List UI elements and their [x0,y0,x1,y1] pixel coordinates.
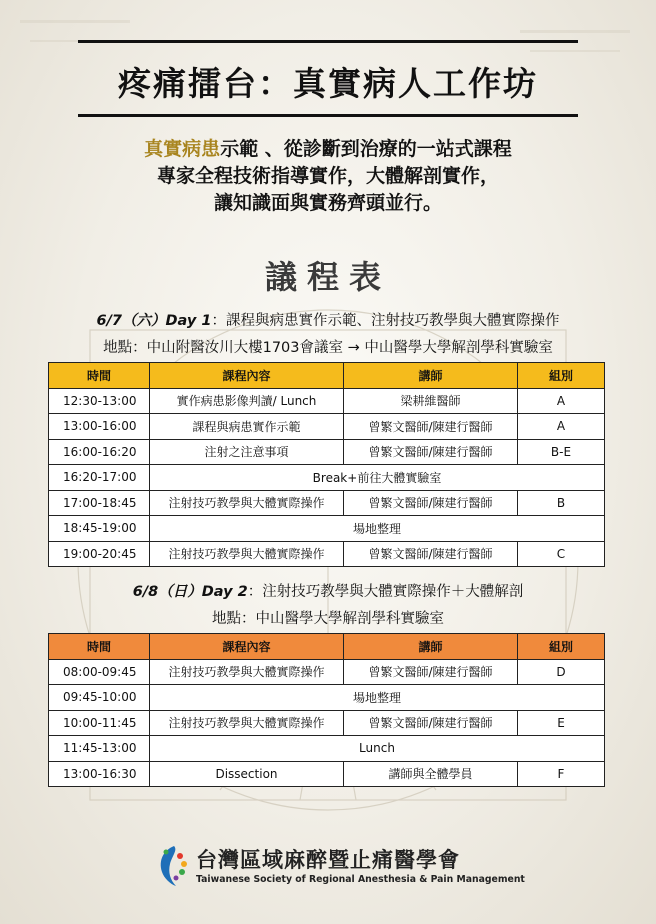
table-header-row [49,363,605,389]
cell-course: 注射之注意事項 [150,439,344,465]
header-group: 組別 [518,363,605,389]
cell-time: 11:45-13:00 [49,736,150,762]
cell-group: F [518,761,605,787]
cell-group: B-E [518,439,605,465]
tagline-accent: 真實病患 [144,138,221,160]
cell-group: E [518,710,605,736]
table-row [49,439,605,465]
table-row [49,414,605,440]
day2-date: 6/8（日） [132,584,202,600]
day2-heading [0,580,656,601]
cell-group: D [518,659,605,685]
tagline-line-3: 讓知識面與實務齊頭並行。 [213,192,442,214]
tagline-line-1 [0,136,656,163]
cell-speaker: 曾繁文醫師/陳建行醫師 [344,490,518,516]
cell-time: 16:00-16:20 [49,439,150,465]
day1-desc: ：課程與病患實作示範、注射技巧教學與大體實際操作 [211,313,560,329]
cell-course: 注射技巧教學與大體實際操作 [150,710,344,736]
cell-merged: 場地整理 [150,516,605,542]
day2-location: 地點：中山醫學大學解剖學科實驗室 [212,611,444,627]
table-row [49,490,605,516]
cell-merged: Break+前往大體實驗室 [150,465,605,491]
day1-schedule-table [48,362,605,567]
cell-time: 13:00-16:00 [49,414,150,440]
cell-time: 12:30-13:00 [49,388,150,414]
table-row [49,710,605,736]
cell-time: 17:00-18:45 [49,490,150,516]
society-name-cn: 台灣區域麻醉暨止痛醫學會 [196,848,460,872]
tagline-line-2: 專家全程技術指導實作，大體解剖實作， [156,165,499,187]
top-rule [78,40,578,43]
header-speaker: 講師 [344,634,518,660]
cell-course: 注射技巧教學與大體實際操作 [150,659,344,685]
cell-time: 08:00-09:45 [49,659,150,685]
header-time: 時間 [49,363,150,389]
cell-time: 18:45-19:00 [49,516,150,542]
cell-speaker: 曾繁文醫師/陳建行醫師 [344,659,518,685]
cell-speaker: 曾繁文醫師/陳建行醫師 [344,710,518,736]
header-time: 時間 [49,634,150,660]
society-logo [152,844,532,892]
cell-course: Dissection [150,761,344,787]
table-row [49,761,605,787]
day1-location: 地點：中山附醫汝川大樓1703會議室 → 中山醫學大學解剖學科實驗室 [103,340,553,356]
cell-merged: 場地整理 [150,685,605,711]
day1-date: 6/7（六） [96,313,166,329]
tagline-line-1-rest: 示範 、從診斷到治療的一站式課程 [220,138,512,160]
page-title: 疼痛擂台：真實病人工作坊 [118,64,538,103]
cell-speaker: 曾繁文醫師/陳建行醫師 [344,414,518,440]
cell-course: 課程與病患實作示範 [150,414,344,440]
agenda-heading: 議程表 [264,258,391,296]
table-row [49,541,605,567]
society-name-en: Taiwanese Society of Regional Anesthesia & Pain Management [196,874,525,885]
cell-time: 16:20-17:00 [49,465,150,491]
day1-heading [0,309,656,330]
cell-group: B [518,490,605,516]
cell-group: A [518,388,605,414]
table-row [49,388,605,414]
table-row [49,465,605,491]
header-group: 組別 [518,634,605,660]
cell-speaker: 講師與全體學員 [344,761,518,787]
day2-label: Day 2 [201,584,248,600]
table-row [49,736,605,762]
cell-time: 13:00-16:30 [49,761,150,787]
cell-group: C [518,541,605,567]
cell-group: A [518,414,605,440]
cell-time: 09:45-10:00 [49,685,150,711]
cell-course: 實作病患影像判讀/ Lunch [150,388,344,414]
header-course: 課程內容 [150,634,344,660]
table-row [49,659,605,685]
title-underline [78,114,578,117]
cell-course: 注射技巧教學與大體實際操作 [150,490,344,516]
cell-course: 注射技巧教學與大體實際操作 [150,541,344,567]
cell-speaker: 梁耕維醫師 [344,388,518,414]
header-course: 課程內容 [150,363,344,389]
cell-merged: Lunch [150,736,605,762]
table-header-row [49,634,605,660]
table-row [49,685,605,711]
society-emblem-icon [152,844,192,888]
day2-schedule-table [48,633,605,787]
cell-speaker: 曾繁文醫師/陳建行醫師 [344,541,518,567]
table-row [49,516,605,542]
day1-label: Day 1 [165,313,212,329]
day2-desc: ：注射技巧教學與大體實際操作＋大體解剖 [247,584,524,600]
header-speaker: 講師 [344,363,518,389]
cell-speaker: 曾繁文醫師/陳建行醫師 [344,439,518,465]
cell-time: 19:00-20:45 [49,541,150,567]
cell-time: 10:00-11:45 [49,710,150,736]
